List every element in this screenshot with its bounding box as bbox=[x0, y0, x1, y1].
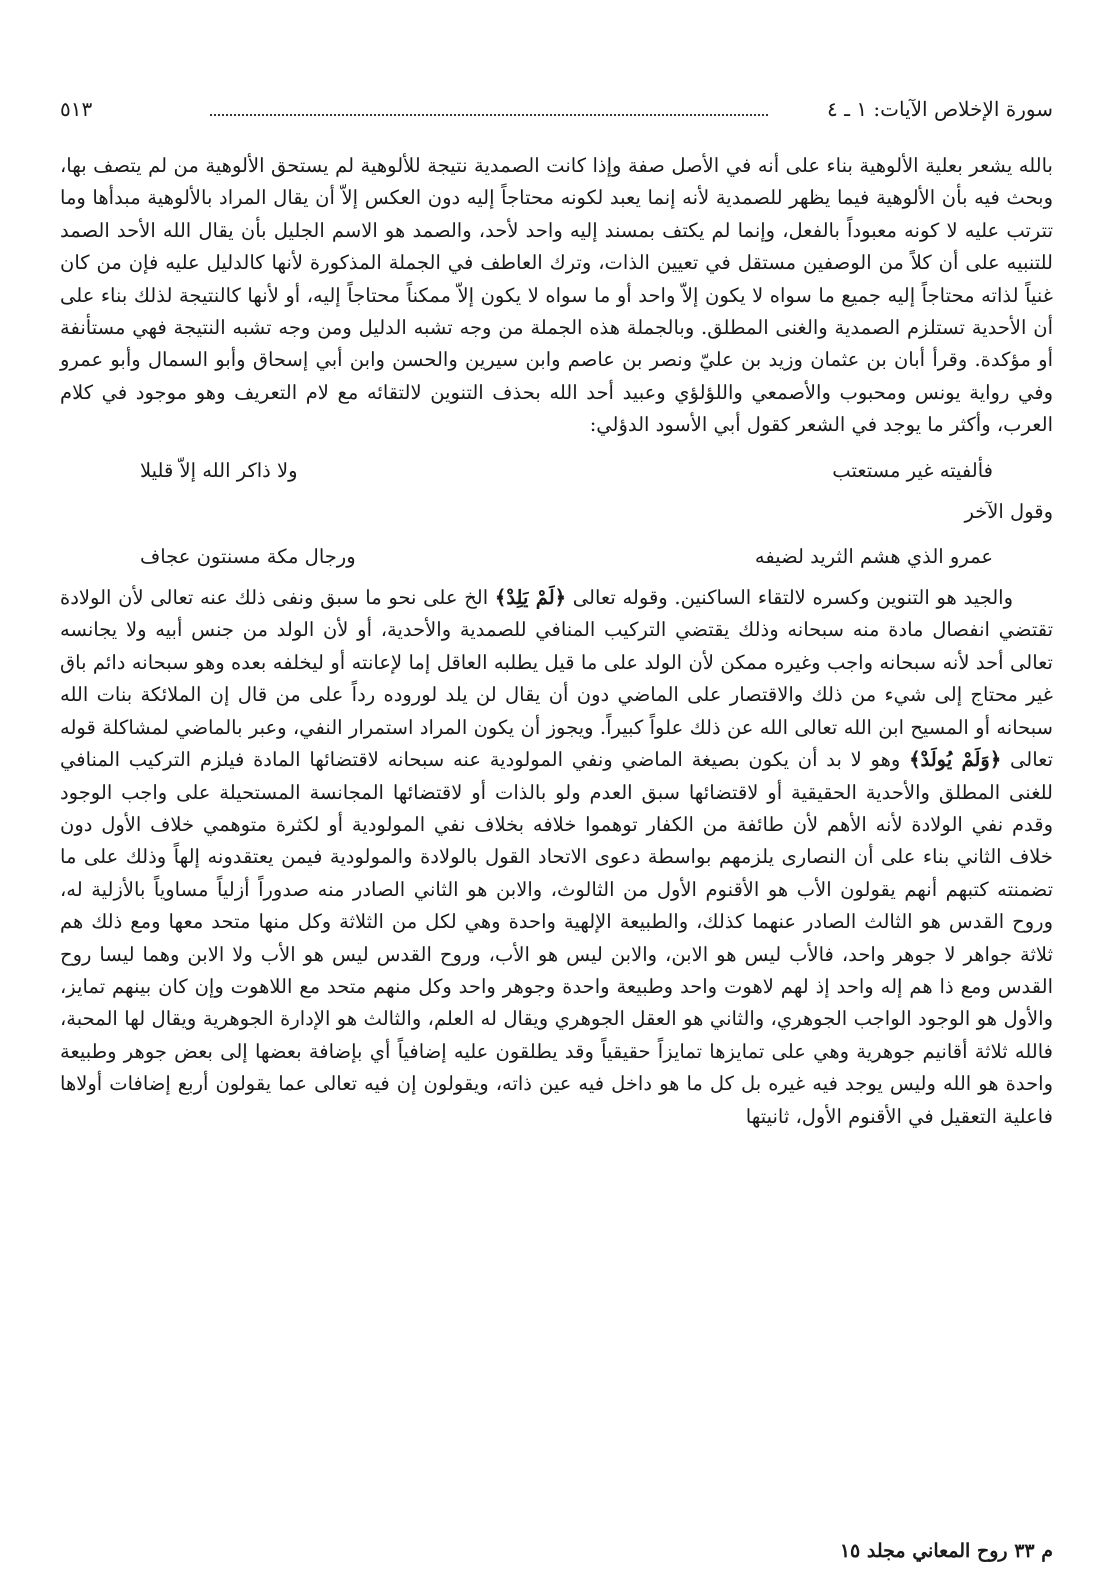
tafsir-paragraph bbox=[60, 582, 1053, 1133]
verse-1-second-hemistich: ولا ذاكر الله إلاّ قليلا bbox=[140, 458, 298, 482]
paragraph-text-3: وهو لا بد أن يكون بصيغة الماضي ونفي المولودية عنه سبحانه لاقتضائها المادة فيلزم التركيب المنافي للغنى المطلق والأحدية الحقيقية أو لاقتضائها سبق العدم ولو بالذات أو لاقتضائها المجانسة المستحيلة على واجب الوجود وقدم نفي الولادة لأنه الأهم لأن طائفة من الكفار توهموا خلافه بخلاف نفي المولودية أو لكثرة متوهمي خلاف الأول دون خلاف الثاني بناء على أن النصارى يلزمهم بواسطة دعوى الاتحاد القول بالولادة والمولودية فيمن يعتقدونه إلهاً وذلك على ما تضمنته كتبهم أنهم يقولون الأب هو الأقنوم الأول من الثالوث، والابن هو الثاني الصادر منه صدوراً أزلياً مساوياً بالأزلية له، وروح القدس هو الثالث الصادر عنهما كذلك، والطبيعة الإلهية واحدة وهي لكل من الثلاثة وكل منها متحد معها ومع ذلك هم ثلاثة جواهر لا جوهر واحد، فالأب ليس هو الابن، والابن ليس هو الأب، وروح القدس ليس هو الأب ولا الابن وهما ليسا روح القدس ومع ذا هم إله واحد إذ لهم لاهوت واحد وطبيعة واحدة وجوهر واحد وكل منهم متحد مع اللاهوت وإن كان بينهم تمايز، والأول هو الوجود الواجب الجوهري، والثاني هو العقل الجوهري ويقال له العلم، والثالث هو الإدارة الجوهرية ويقال لها المحبة، فالله ثلاثة أقانيم جوهرية وهي على تمايزها تمايزاً حقيقياً وقد يطلقون عليه إضافياً أي بإضافة بعضها إلى بعض جوهر وطبيعة واحدة هو الله وليس يوجد فيه غيره بل كل ما هو داخل فيه عين ذاته، ويقولون إن فيه تعالى عما يقولون أربع إضافات أولاها فاعلية التعقيل في الأقنوم الأول، ثانيتها bbox=[60, 748, 1053, 1128]
leader-dots bbox=[210, 100, 768, 116]
quran-quote-wa-lam-yulad: ﴿وَلَمْ يُولَدْ﴾ bbox=[909, 748, 1002, 772]
page-number: ٥١٣ bbox=[60, 97, 93, 121]
paragraph-text-2: الخ على نحو ما سبق ونفى ذلك عنه تعالى لأن الولادة تقتضي انفصال مادة منه سبحانه وذلك يقتضي التركيب المنافي للصمدية والأحدية، أو لأن الولد من جنس أبيه ولا يجانسه تعالى أحد لأنه سبحانه واجب وغيره ممكن لأن الولد على ما قيل يطلبه العاقل إما لإعانته أو ليخلفه بعده وهو سبحانه دائم باق غير محتاج إلى شيء من ذلك والاقتصار على الماضي دون أن يقال لن يلد لوروده رداً على من قال إن الملائكة بنات الله سبحانه أو المسيح ابن الله تعالى الله عن ذلك علواً كبيراً. ويجوز أن يكون المراد استمرار النفي، وعبر بالماضي لمشاكلة قوله تعالى bbox=[60, 586, 1054, 772]
intro-paragraph: بالله يشعر بعلية الألوهية بناء على أنه في الأصل صفة وإذا كانت الصمدية نتيجة للألوهية لم يستحق الألوهية من لم يتصف بها، وبحث فيه بأن الألوهية فيما يظهر للصمدية لأنه إنما يعبد لكونه محتاجاً إليه دون العكس إلاّ أن يقال المراد بالألوهية مبدأها وما تترتب عليه لا كونه معبوداً بالفعل، وإنما لم يكتف بمسند إليه واحد لأحد، والصمد هو الاسم الجليل بأن يقال الله الأحد الصمد للتنبيه على أن كلاً من الوصفين مستقل في تعيين الذات، وترك العاطف في الجملة المذكورة لأنها كالدليل عليه فإن من كان غنياً لذاته محتاجاً إليه جميع ما سواه لا يكون إلاّ واحد أو ما سواه لا يكون إلاّ ممكناً محتاجاً إليه، أو لأنها كالنتيجة لذلك بناء على أن الأحدية تستلزم الصمدية والغنى المطلق. وبالجملة هذه الجملة من وجه تشبه الدليل ومن وجه تشبه النتيجة فهي مستأنفة أو مؤكدة. وقرأ أبان بن عثمان وزيد بن عليّ ونصر بن عاصم وابن سيرين والحسن وابن أبي إسحاق وأبو السمال وأبو عمرو وفي رواية يونس ومحبوب والأصمعي واللؤلؤي وعبيد أحد الله بحذف التنوين لالتقائه مع لام التعريف وهو موجود في كلام العرب، وأكثر ما يوجد في الشعر كقول أبي الأسود الدؤلي: bbox=[60, 154, 1053, 437]
poetry-verse-2 bbox=[140, 540, 993, 574]
surah-title: سورة الإخلاص الآيات: ١ ـ ٤ bbox=[826, 97, 1053, 121]
poetry-verse-1 bbox=[140, 454, 993, 488]
page-body bbox=[60, 150, 1053, 1133]
verse-2-first-hemistich: عمرو الذي هشم الثريد لضيفه bbox=[754, 545, 993, 569]
verse-2-second-hemistich: ورجال مكة مسنتون عجاف bbox=[140, 545, 356, 569]
footer-signature: م ٣٣ روح المعاني مجلد ١٥ bbox=[839, 1540, 1053, 1562]
verse-1-first-hemistich: فألفيته غير مستعتب bbox=[832, 458, 993, 482]
paragraph-text-1: والجيد هو التنوين وكسره لالتقاء الساكنين. وقوله تعالى bbox=[572, 586, 1014, 610]
running-header bbox=[60, 92, 1053, 126]
quran-quote-lam-yalid: ﴿لَمْ يَلِدْ﴾ bbox=[494, 586, 567, 610]
verse-2-intro: وقول الآخر bbox=[964, 499, 1053, 523]
